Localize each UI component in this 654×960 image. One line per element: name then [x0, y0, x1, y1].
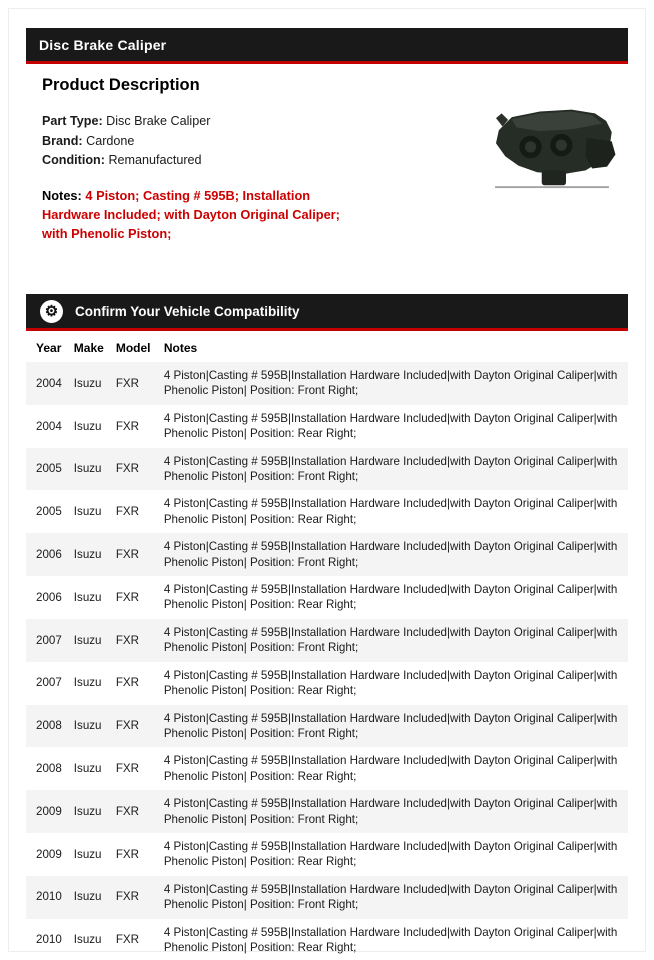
table-row — [26, 533, 628, 576]
table-row — [26, 705, 628, 748]
column-header-make: Make — [73, 341, 104, 355]
column-header-year: Year — [36, 341, 62, 355]
compatibility-title: Confirm Your Vehicle Compatibility — [75, 303, 300, 319]
cell-make: Isuzu — [73, 762, 102, 776]
cell-year: 2006 — [36, 547, 62, 561]
table-row — [26, 662, 628, 705]
cell-year: 2004 — [36, 376, 62, 390]
cell-make: Isuzu — [73, 633, 102, 647]
compatibility-table-head — [26, 333, 628, 362]
cell-model: FXR — [115, 804, 140, 818]
cell-model: FXR — [115, 762, 140, 776]
attr-part-type-value: Disc Brake Caliper — [106, 114, 211, 128]
cell-year: 2004 — [36, 419, 62, 433]
cell-year: 2008 — [36, 719, 62, 733]
cell-make: Isuzu — [73, 376, 102, 390]
cell-model: FXR — [115, 676, 140, 690]
table-row — [26, 490, 628, 533]
table-row — [26, 405, 628, 448]
cell-year: 2008 — [36, 762, 62, 776]
cell-model: FXR — [115, 376, 140, 390]
cell-make: Isuzu — [73, 462, 102, 476]
cell-year: 2007 — [36, 676, 62, 690]
cell-notes: 4 Piston|Casting # 595B|Installation Hardware Included|with Dayton Original Caliper|with Phenolic Piston| Position: Rear Right; — [163, 754, 618, 783]
gear-icon: ⚙ — [40, 300, 63, 323]
table-row — [26, 919, 628, 960]
cell-notes: 4 Piston|Casting # 595B|Installation Hardware Included|with Dayton Original Caliper|with Phenolic Piston| Position: Front Right; — [163, 711, 618, 740]
cell-notes: 4 Piston|Casting # 595B|Installation Hardware Included|with Dayton Original Caliper|with Phenolic Piston| Position: Front Right; — [163, 454, 618, 484]
cell-make: Isuzu — [73, 847, 102, 861]
attr-condition-label: Condition: — [42, 153, 105, 167]
cell-model: FXR — [115, 419, 140, 433]
cell-make: Isuzu — [73, 505, 102, 519]
cell-year: 2010 — [36, 933, 62, 947]
product-description-section — [26, 76, 628, 280]
compatibility-table — [26, 333, 628, 960]
compatibility-header-bar — [26, 294, 628, 331]
cell-notes: 4 Piston|Casting # 595B|Installation Hardware Included|with Dayton Original Caliper|with Phenolic Piston| Position: Rear Right; — [163, 668, 618, 698]
cell-year: 2010 — [36, 890, 62, 904]
cell-model: FXR — [115, 719, 140, 733]
cell-notes: 4 Piston|Casting # 595B|Installation Hardware Included|with Dayton Original Caliper|with Phenolic Piston| Position: Rear Right; — [163, 839, 618, 869]
cell-model: FXR — [115, 547, 140, 561]
cell-make: Isuzu — [73, 590, 102, 604]
table-row — [26, 790, 628, 833]
table-row — [26, 747, 628, 790]
cell-make: Isuzu — [73, 676, 102, 690]
cell-model: FXR — [115, 505, 140, 519]
column-header-model: Model — [115, 341, 151, 355]
attr-brand-label: Brand: — [42, 133, 83, 148]
compatibility-table-body — [26, 362, 628, 960]
cell-notes: 4 Piston|Casting # 595B|Installation Hardware Included|with Dayton Original Caliper|with Phenolic Piston| Position: Front Right; — [163, 540, 618, 569]
cell-notes: 4 Piston|Casting # 595B|Installation Hardware Included|with Dayton Original Caliper|with Phenolic Piston| Position: Front Right; — [163, 625, 618, 655]
attr-brand-value: Cardone — [86, 133, 135, 148]
product-notes — [42, 186, 350, 243]
cell-model: FXR — [115, 847, 140, 861]
cell-make: Isuzu — [73, 547, 102, 561]
cell-year: 2009 — [36, 804, 62, 818]
table-row — [26, 576, 628, 619]
cell-year: 2007 — [36, 633, 62, 647]
table-row — [26, 876, 628, 919]
cell-year: 2006 — [36, 590, 62, 604]
cell-make: Isuzu — [73, 419, 102, 433]
table-row — [26, 362, 628, 405]
product-image — [482, 98, 622, 196]
caliper-photo-graphic — [482, 98, 622, 196]
cell-year: 2005 — [36, 462, 62, 476]
cell-model: FXR — [115, 890, 140, 904]
column-header-notes: Notes — [163, 341, 198, 355]
table-header-row — [26, 333, 628, 362]
cell-notes: 4 Piston|Casting # 595B|Installation Hardware Included|with Dayton Original Caliper|with Phenolic Piston| Position: Rear Right; — [163, 497, 618, 526]
cell-notes: 4 Piston|Casting # 595B|Installation Hardware Included|with Dayton Original Caliper|with Phenolic Piston| Position: Front Right; — [163, 797, 618, 826]
cell-make: Isuzu — [73, 933, 102, 947]
cell-year: 2009 — [36, 847, 62, 861]
table-row — [26, 448, 628, 491]
cell-notes: 4 Piston|Casting # 595B|Installation Hardware Included|with Dayton Original Caliper|with Phenolic Piston| Position: Rear Right; — [163, 583, 618, 612]
product-title-bar — [26, 28, 628, 64]
cell-make: Isuzu — [73, 719, 102, 733]
cell-notes: 4 Piston|Casting # 595B|Installation Hardware Included|with Dayton Original Caliper|with Phenolic Piston| Position: Front Right; — [163, 369, 618, 398]
attr-part-type-label: Part Type: — [42, 114, 103, 128]
cell-model: FXR — [115, 633, 140, 647]
cell-model: FXR — [115, 462, 140, 476]
attr-condition-value: Remanufactured — [108, 153, 202, 167]
table-row — [26, 619, 628, 662]
page-title: Disc Brake Caliper — [39, 36, 167, 53]
table-row — [26, 833, 628, 876]
cell-make: Isuzu — [73, 890, 102, 904]
notes-label: Notes: — [42, 187, 82, 203]
notes-value: 4 Piston; Casting # 595B; Installation Hardware Included; with Dayton Original Caliper; with Phenolic Piston; — [42, 187, 340, 241]
cell-notes: 4 Piston|Casting # 595B|Installation Hardware Included|with Dayton Original Caliper|with Phenolic Piston| Position: Rear Right; — [163, 411, 618, 441]
page — [8, 8, 646, 952]
cell-year: 2005 — [36, 505, 62, 519]
section-title: Product Description — [42, 76, 200, 94]
cell-make: Isuzu — [73, 804, 102, 818]
cell-model: FXR — [115, 590, 140, 604]
cell-notes: 4 Piston|Casting # 595B|Installation Hardware Included|with Dayton Original Caliper|with Phenolic Piston| Position: Front Right; — [163, 882, 618, 912]
cell-model: FXR — [115, 933, 140, 947]
cell-notes: 4 Piston|Casting # 595B|Installation Hardware Included|with Dayton Original Caliper|with Phenolic Piston| Position: Rear Right; — [163, 925, 618, 954]
